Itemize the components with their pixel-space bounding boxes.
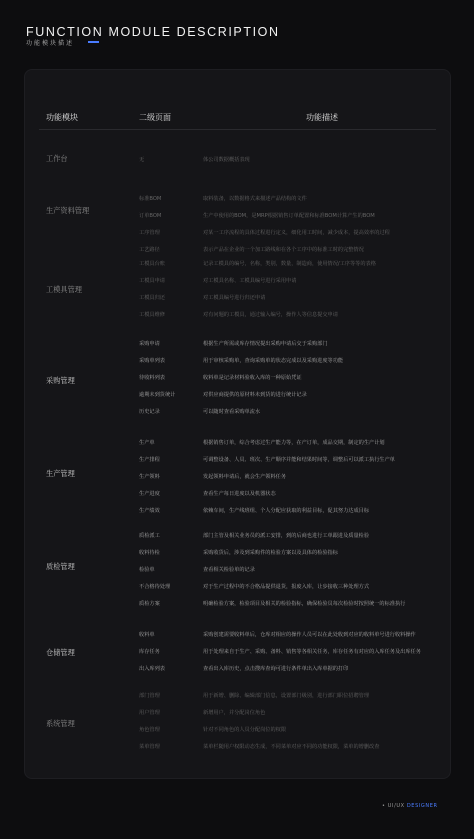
function-description: 部门主管及相关业务员的派工安排，到的后商也进行工单跟进及质量检验 (203, 533, 370, 539)
secondary-page-name: 检验单 (139, 567, 155, 573)
module-name: 生产管理 (46, 469, 75, 478)
module-name: 生产资料管理 (46, 206, 90, 215)
column-header-module: 功能模块 (46, 113, 78, 122)
secondary-page-name: 生产单 (139, 440, 155, 446)
module-name: 工模具管理 (46, 285, 82, 294)
page-subtitle: 功能模块描述 (26, 40, 75, 47)
function-description: 可调整设备、人员、班次、生产顺序并能和结果时间等，调整后可以派工执行生产单 (203, 457, 395, 463)
function-description: 采购创建需要收料单后，仓库对相应的操作人员可以在此处收到对应的收料单号进行收料操作 (203, 632, 416, 638)
secondary-page-name: 生产领料 (139, 474, 160, 480)
function-description: 表示产品在企业的一个加工路线和在各个工序中的标准工时的完整情况 (203, 247, 364, 253)
secondary-page-name: 标准BOM (139, 196, 162, 202)
secondary-page-name: 工艺路径 (139, 247, 160, 253)
module-name: 仓储管理 (46, 648, 75, 657)
function-description: 体公司数据概括表现 (203, 157, 250, 163)
secondary-page-name: 采购单列表 (139, 358, 165, 364)
function-description: 用于新增、删除、编辑部门信息，设置部门级别，进行部门职位招聘管理 (203, 693, 370, 699)
brand-prefix: • UI/UX (382, 803, 405, 809)
column-header-page: 二级页面 (139, 113, 171, 122)
secondary-page-name: 订单BOM (139, 213, 162, 219)
secondary-page-name: 待收料列表 (139, 375, 165, 381)
secondary-page-name: 历史记录 (139, 409, 160, 415)
secondary-page-name: 工模具维修 (139, 312, 165, 318)
function-description: 针对不同角色的人员分配岗位的权限 (203, 727, 287, 733)
secondary-page-name: 无 (139, 157, 145, 163)
secondary-page-name: 收料单 (139, 632, 155, 638)
footer-brand (382, 803, 438, 809)
module-name: 质检管理 (46, 562, 75, 571)
secondary-page-name: 用户管理 (139, 710, 160, 716)
header-divider (39, 129, 436, 130)
secondary-page-name: 质检方案 (139, 601, 160, 607)
function-description: 收料单是记录材料验收入库的一种原始凭证 (203, 375, 302, 381)
module-name: 采购管理 (46, 376, 75, 385)
function-description: 采购收货后，涉及到采购件的检验方案以及具体的检验指标 (203, 550, 338, 556)
title-accent-bar (88, 41, 99, 43)
secondary-page-name: 收料待检 (139, 550, 160, 556)
function-description: 对于生产过程中的不合格品提供退货，报废入库，让步接收三种处理方式 (203, 584, 370, 590)
brand-highlight: DESIGNER (406, 803, 438, 809)
secondary-page-name: 角色管理 (139, 727, 160, 733)
secondary-page-name: 工序管理 (139, 230, 160, 236)
function-description: 用于处理来自于生产、采购、备料、销售等各相关任务，库存任务有对应的入库任务及出库任务 (203, 649, 421, 655)
secondary-page-name: 库存任务 (139, 649, 160, 655)
secondary-page-name: 生产进度 (139, 491, 160, 497)
function-description: 明确检验方案，检验项目及相关的检验指标，确保检验员每次检验时按照统一的标准执行 (203, 601, 406, 607)
function-description: 依赖车间，生产线班组、个人分配应获取的利益目标，促其努力达成目标 (203, 508, 370, 514)
function-description: 根据销售订单，综合考虑过生产能力等，在产订单，成品交期，制定的生产计划 (203, 440, 385, 446)
module-name: 系统管理 (46, 719, 75, 728)
column-header-description: 功能描述 (306, 113, 338, 122)
secondary-page-name: 工模具归还 (139, 295, 165, 301)
function-description: 查看生产每日进度以及机器状态 (203, 491, 276, 497)
secondary-page-name: 质检派工 (139, 533, 160, 539)
secondary-page-name: 出入库列表 (139, 666, 165, 672)
secondary-page-name: 逾期未到货统计 (139, 392, 176, 398)
function-description: 菜单栏随用户权限动态生成，不同菜单对应不同的功能权限，菜单的增删改查 (203, 744, 380, 750)
function-description: 查看相关检验单的记录 (203, 567, 255, 573)
function-description: 对工模具名称、工模具编号进行采用申请 (203, 278, 297, 284)
secondary-page-name: 生产排程 (139, 457, 160, 463)
function-description: 取料装备，以数据格式来描述产品结构的文件 (203, 196, 307, 202)
secondary-page-name: 菜单管理 (139, 744, 160, 750)
function-description: 对供应商提供的原材料未到货的进行统计记录 (203, 392, 307, 398)
page-title: FUNCTION MODULE DESCRIPTION (26, 25, 280, 39)
function-description: 记录工模具的编号，名称，类别，数量，制造商，使用情况/工序等等的表格 (203, 261, 376, 267)
secondary-page-name: 不合格待处理 (139, 584, 171, 590)
secondary-page-name: 部门管理 (139, 693, 160, 699)
function-description: 用于审核采购单，查询采购单的状态完成以及采购进度等功能 (203, 358, 344, 364)
function-description: 发起领料申请后，就会生产领料任务 (203, 474, 287, 480)
secondary-page-name: 工模具申请 (139, 278, 165, 284)
module-table-card (24, 69, 451, 779)
function-description: 根据生产所需或库存情况提出采购申请后交于采购部门 (203, 341, 328, 347)
secondary-page-name: 采购申请 (139, 341, 160, 347)
module-name: 工作台 (46, 154, 68, 163)
function-description: 可以随时查看采购单流水 (203, 409, 261, 415)
function-description: 对工模具编号进行归还申请 (203, 295, 266, 301)
function-description: 查看出入库历史，点击搜库查询可进行条件单出入库单据的打印 (203, 666, 349, 672)
secondary-page-name: 生产绩效 (139, 508, 160, 514)
function-description: 生产中使用的BOM，是MRP根据销售订单配置和标准BOM计算产生的BOM (203, 213, 375, 219)
function-description: 对某一工序流程的具体过程进行定义，细化用工时间，减少成本，提高效率的过程 (203, 230, 390, 236)
secondary-page-name: 工模具台账 (139, 261, 165, 267)
function-description: 新增用户，并分配岗位角色 (203, 710, 266, 716)
function-description: 对有问题的工模具，通过输入编号，操作人等信息提交申请 (203, 312, 338, 318)
